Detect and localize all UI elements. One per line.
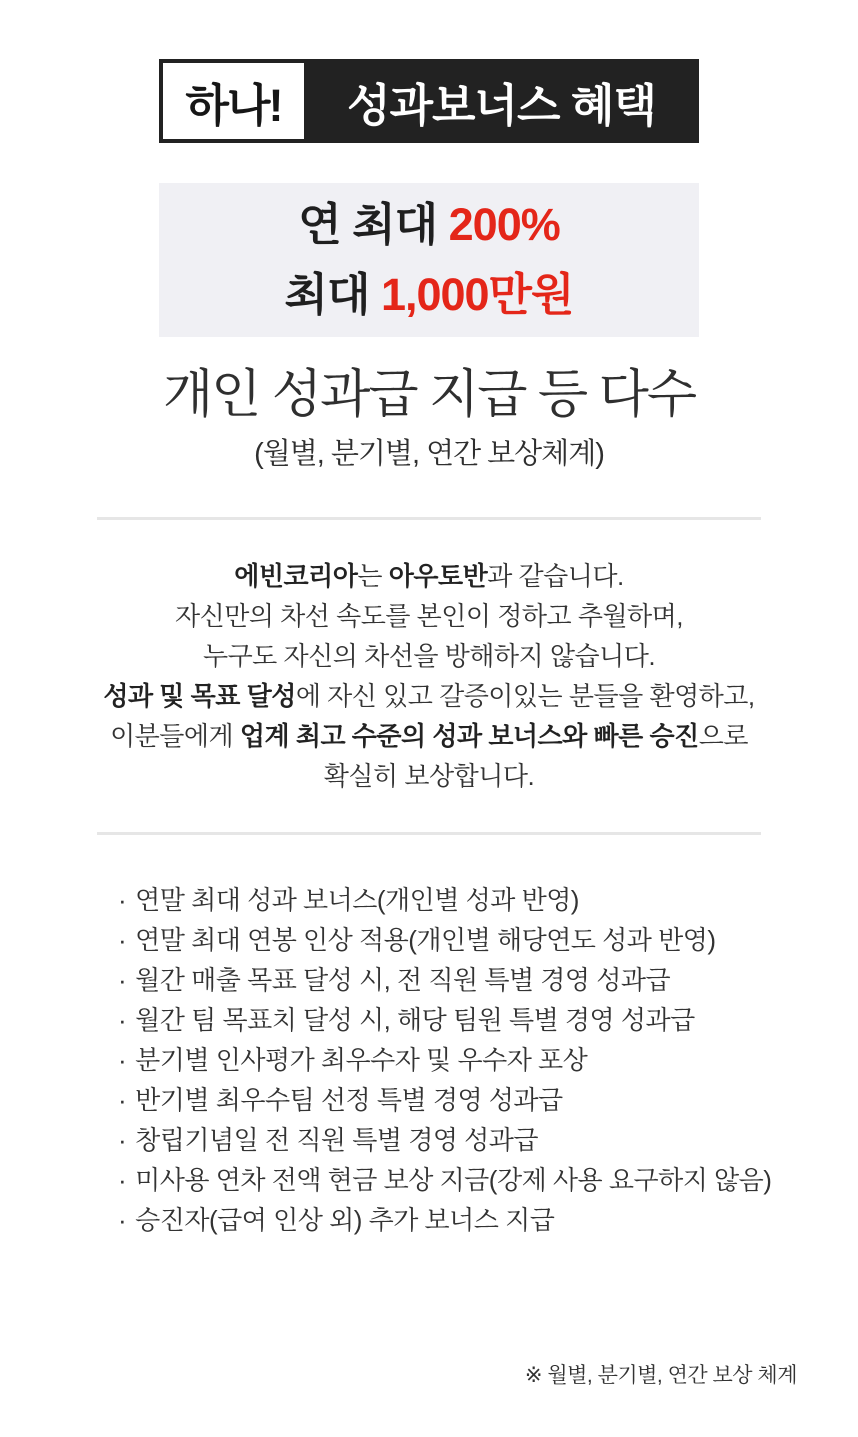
bonus-highlight-box — [159, 183, 699, 337]
benefit-text: 창립기념일 전 직원 특별 경영 성과급 — [135, 1125, 539, 1155]
list-item — [118, 960, 798, 1000]
benefit-text: 연말 최대 연봉 인상 적용(개인별 해당연도 성과 반영) — [135, 925, 716, 955]
benefit-text: 월간 팀 목표치 달성 시, 해당 팀원 특별 경영 성과급 — [135, 1005, 695, 1035]
highlight-line1-value: 200% — [448, 199, 560, 250]
badge-title: 성과보너스 혜택 — [347, 79, 656, 131]
bullet-icon: · — [118, 925, 127, 955]
intro-line-1 — [0, 556, 858, 596]
highlight-line-1 — [159, 190, 699, 260]
list-item — [118, 1200, 798, 1240]
bullet-icon: · — [118, 965, 127, 995]
intro-line4-bold: 성과 및 목표 달성 — [103, 681, 296, 711]
bullet-icon: · — [118, 1045, 127, 1075]
intro-line-4 — [0, 676, 858, 716]
benefit-text: 미사용 연차 전액 현금 보상 지금(강제 사용 요구하지 않음) — [135, 1165, 772, 1195]
list-item — [118, 1160, 798, 1200]
bullet-icon: · — [118, 1005, 127, 1035]
footnote: ※ 월별, 분기별, 연간 보상 체계 — [524, 1364, 797, 1387]
bullet-icon: · — [118, 1205, 127, 1235]
badge-number-label: 하나! — [185, 79, 282, 131]
benefit-text: 연말 최대 성과 보너스(개인별 성과 반영) — [135, 885, 579, 915]
intro-line-3: 누구도 자신의 차선을 방해하지 않습니다. — [202, 641, 656, 671]
intro-line-6: 확실히 보상합니다. — [323, 761, 535, 791]
divider-top — [97, 517, 761, 520]
badge-number-tag — [163, 63, 304, 139]
intro-line-5 — [0, 716, 858, 756]
divider-bottom — [97, 832, 761, 835]
intro-line1-text1: 는 — [357, 561, 389, 591]
bullet-icon: · — [118, 1125, 127, 1155]
highlight-line2-label: 최대 — [284, 269, 381, 320]
bullet-icon: · — [118, 885, 127, 915]
intro-line5-text1: 이분들에게 — [110, 721, 240, 751]
intro-paragraph — [0, 556, 858, 796]
page-subtitle: (월별, 분기별, 연간 보상체계) — [254, 438, 604, 470]
intro-line4-text: 에 자신 있고 갈증이있는 분들을 환영하고, — [295, 681, 755, 711]
list-item — [118, 1040, 798, 1080]
benefit-text: 월간 매출 목표 달성 시, 전 직원 특별 경영 성과급 — [135, 965, 671, 995]
benefits-page — [0, 59, 858, 1437]
intro-line5-bold: 업계 최고 수준의 성과 보너스와 빠른 승진 — [239, 721, 699, 751]
benefit-text: 반기별 최우수팀 선정 특별 경영 성과급 — [135, 1085, 563, 1115]
highlight-line1-label: 연 최대 — [298, 199, 449, 250]
list-item — [118, 1080, 798, 1120]
section-badge — [159, 59, 699, 143]
highlight-line-2 — [159, 260, 699, 330]
intro-line5-text2: 으로 — [698, 721, 748, 751]
benefit-text: 승진자(급여 인상 외) 추가 보너스 지급 — [135, 1205, 555, 1235]
benefit-text: 분기별 인사평가 최우수자 및 우수자 포상 — [135, 1045, 588, 1075]
intro-line1-bold2: 아우토반 — [388, 561, 488, 591]
list-item — [118, 920, 798, 960]
page-title: 개인 성과급 지급 등 다수 — [162, 366, 696, 424]
list-item — [118, 880, 798, 920]
bullet-icon: · — [118, 1165, 127, 1195]
list-item — [118, 1120, 798, 1160]
highlight-line2-value: 1,000만원 — [380, 269, 574, 320]
intro-line1-text2: 과 같습니다. — [487, 561, 624, 591]
list-item — [118, 1000, 798, 1040]
intro-line1-bold1: 에빈코리아 — [234, 561, 358, 591]
bullet-icon: · — [118, 1085, 127, 1115]
benefits-list — [118, 880, 798, 1240]
intro-line-2: 자신만의 차선 속도를 본인이 정하고 추월하며, — [174, 601, 684, 631]
